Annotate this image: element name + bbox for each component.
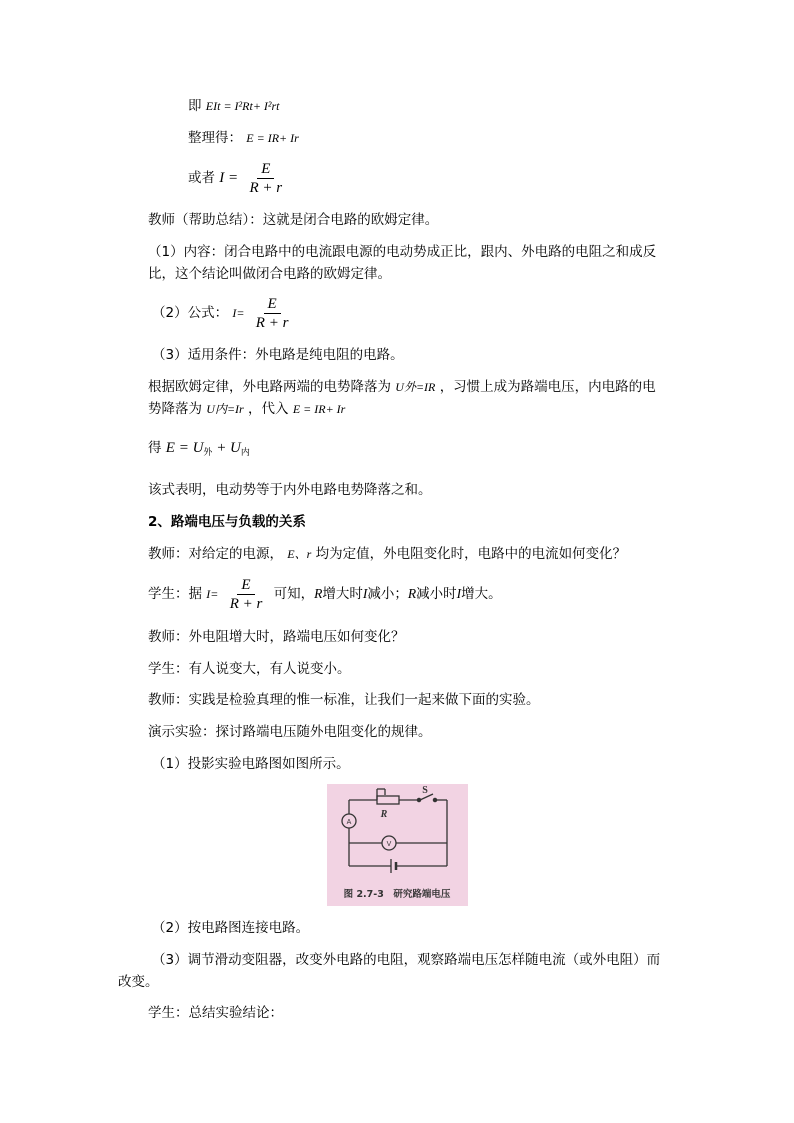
- step-2: （2）按电路图连接电路。: [152, 920, 310, 936]
- text: 势降落为: [148, 401, 202, 417]
- text: 增大。: [461, 586, 502, 602]
- step-1: （1）投影实验电路图如图所示。: [152, 756, 350, 772]
- formula: [166, 440, 250, 456]
- fraction-denominator: R + r: [255, 314, 289, 331]
- text-prefix: 得: [148, 440, 162, 456]
- explain-line: 该式表明，电动势等于内外电路电势降落之和。: [148, 482, 432, 498]
- section-heading: 2、路端电压与负载的关系: [148, 514, 306, 530]
- formula-lhs: I =: [219, 170, 239, 186]
- formula-label: （2）公式：: [152, 305, 229, 321]
- content-line-2: 比，这个结论叫做闭合电路的欧姆定律。: [148, 266, 391, 282]
- circuit-diagram: [327, 784, 468, 906]
- formula: E、r: [287, 547, 312, 561]
- text: 学生：据: [148, 586, 202, 602]
- switch-label: S: [422, 785, 428, 796]
- student-conclusion: 学生：总结实验结论：: [148, 1005, 283, 1021]
- formula: U外=IR: [395, 380, 436, 394]
- text: 均为定值，外电阻变化时，电路中的电流如何变化？: [315, 546, 627, 562]
- formula: EIt = I²Rt+ I²rt: [205, 99, 280, 113]
- ammeter-label: A: [346, 819, 352, 826]
- circuit-figure: [327, 784, 468, 906]
- formula: E = IR+ Ir: [292, 402, 346, 416]
- var: I: [362, 586, 368, 601]
- fraction: [252, 296, 293, 331]
- formula-lhs: I=: [206, 587, 219, 601]
- fraction: [226, 577, 267, 612]
- formula: U内=Ir: [206, 402, 244, 416]
- var: R: [314, 586, 323, 601]
- teacher-question-3: 教师：实践是检验真理的惟一标准，让我们一起来做下面的实验。: [148, 692, 540, 708]
- voltmeter-label: V: [386, 841, 392, 848]
- teacher-question-2: 教师：外电阻增大时，路端电压如何变化？: [148, 629, 405, 645]
- equation-rearranged: [188, 128, 299, 148]
- demo-line: 演示实验：探讨路端电压随外电阻变化的规律。: [148, 724, 432, 740]
- text: ，习惯上成为路端电压，内电路的电: [439, 379, 656, 395]
- fraction-denominator: R + r: [249, 179, 283, 196]
- text: ，代入: [248, 401, 289, 417]
- teacher-question-1: [148, 544, 626, 564]
- text-prefix: 或者: [188, 170, 215, 186]
- text-prefix: 即: [188, 98, 202, 114]
- fraction-numerator: E: [264, 296, 281, 314]
- subscript: 内: [240, 448, 250, 458]
- fraction-numerator: E: [237, 577, 254, 595]
- text: 可知，: [273, 586, 315, 602]
- formula-lhs: I=: [232, 306, 245, 320]
- text: 增大时: [322, 586, 363, 602]
- text: 减小时: [416, 586, 457, 602]
- var: R: [407, 586, 417, 601]
- formula-line: [152, 293, 295, 333]
- text: 根据欧姆定律，外电路两端的电势降落为: [148, 379, 391, 395]
- fraction-denominator: R + r: [229, 595, 263, 612]
- var: I: [456, 586, 462, 601]
- step-3-line-2: 改变。: [118, 974, 159, 990]
- fraction: [245, 161, 286, 196]
- teacher-summary: 教师（帮助总结）：这就是闭合电路的欧姆定律。: [148, 212, 439, 228]
- equation-energy: [188, 96, 280, 116]
- ohm-line-2: [148, 399, 345, 419]
- content-line-1: （1）内容：闭合电路中的电流跟电源的电动势成正比，跟内、外电路的电阻之和成反: [148, 244, 657, 260]
- formula-part: + U: [212, 440, 241, 456]
- student-answer-1: [148, 574, 502, 614]
- condition-line: （3）适用条件：外电路是纯电阻的电路。: [152, 347, 404, 363]
- subscript: 外: [203, 448, 213, 458]
- text: 教师：对给定的电源，: [148, 546, 283, 562]
- sum-equation: [148, 438, 250, 463]
- ohm-line-1: [148, 377, 656, 397]
- figure-caption: 图 2.7-3 研究路端电压: [343, 889, 451, 900]
- step-3-line-1: （3）调节滑动变阻器，改变外电路的电阻，观察路端电压怎样随电流（或外电阻）而: [152, 952, 661, 968]
- student-answer-2: 学生：有人说变大，有人说变小。: [148, 661, 351, 677]
- fraction-numerator: E: [257, 161, 274, 179]
- text-label: 整理得：: [188, 130, 242, 146]
- resistor-label: R: [380, 809, 388, 820]
- formula-part: E = U: [165, 440, 204, 456]
- text: 减小；: [367, 586, 408, 602]
- equation-current: [188, 158, 289, 198]
- formula: E = IR+ Ir: [246, 131, 299, 145]
